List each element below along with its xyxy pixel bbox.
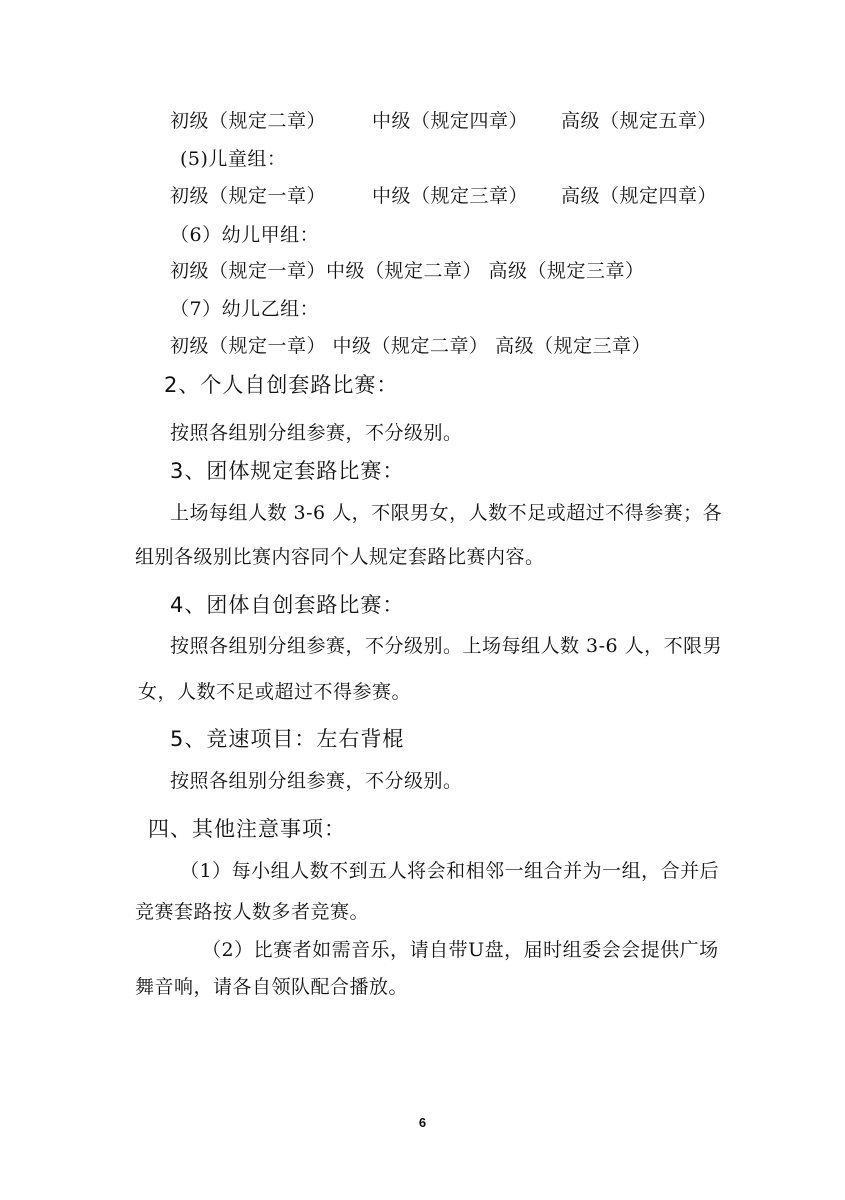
section-body-line: 女，人数不足或超过不得参赛。 [138,681,412,703]
group-toddler-a-label: （6）幼儿甲组： [170,224,320,246]
level-beginner: 初级（规定二章） [170,110,327,132]
section-body-line: 上场每组人数 3-6 人，不限男女，人数不足或超过不得参赛；各 [170,502,723,524]
section-heading-individual-free: 2、个人自创套路比赛： [164,373,399,397]
level-advanced: 高级（规定四章） [561,185,718,207]
section-body-line: 组别各级别比赛内容同个人规定套路比赛内容。 [135,546,545,568]
section-heading-team-free: 4、团体自创套路比赛： [170,593,405,617]
section-body-line: 竞赛套路按人数多者竞赛。 [135,901,370,923]
section-heading-other-notes: 四、其他注意事项： [148,817,346,841]
group-toddler-b-label: （7）幼儿乙组： [170,298,320,320]
level-line-1 [170,108,326,134]
level-line-1-high [561,108,717,134]
section-body-line: 按照各组别分组参赛，不分级别。 [170,422,463,444]
level-intermediate: 中级（规定四章） [372,110,529,132]
section-heading-speed: 5、竞速项目：左右背棍 [170,727,405,751]
section-body-line: 按照各组别分组参赛，不分级别。 [170,770,463,792]
section-body-line: （2）比赛者如需音乐，请自带U盘，届时组委会会提供广场 [202,939,719,961]
level-line-5: 初级（规定一章）中级（规定二章） 高级（规定三章） [170,260,645,282]
section-body-line: （1）每小组人数不到五人将会和相邻一组合并为一组，合并后 [180,860,720,882]
page-number: 6 [418,1115,427,1130]
level-beginner: 初级（规定一章） [170,185,327,207]
level-line-3 [170,183,326,209]
level-line-3-high [561,183,717,209]
section-body-line: 按照各组别分组参赛，不分级别。上场每组人数 3-6 人，不限男 [170,635,723,657]
level-line-7: 初级（规定一章） 中级（规定二章） 高级（规定三章） [170,335,652,357]
level-line-3-mid [372,183,528,209]
group-children-label: (5)儿童组： [180,148,287,170]
section-heading-team-standard: 3、团体规定套路比赛： [170,459,405,483]
level-intermediate: 中级（规定三章） [372,185,529,207]
level-advanced: 高级（规定五章） [561,110,718,132]
section-body-line: 舞音响，请各自领队配合播放。 [135,976,409,998]
level-line-1-mid [372,108,528,134]
